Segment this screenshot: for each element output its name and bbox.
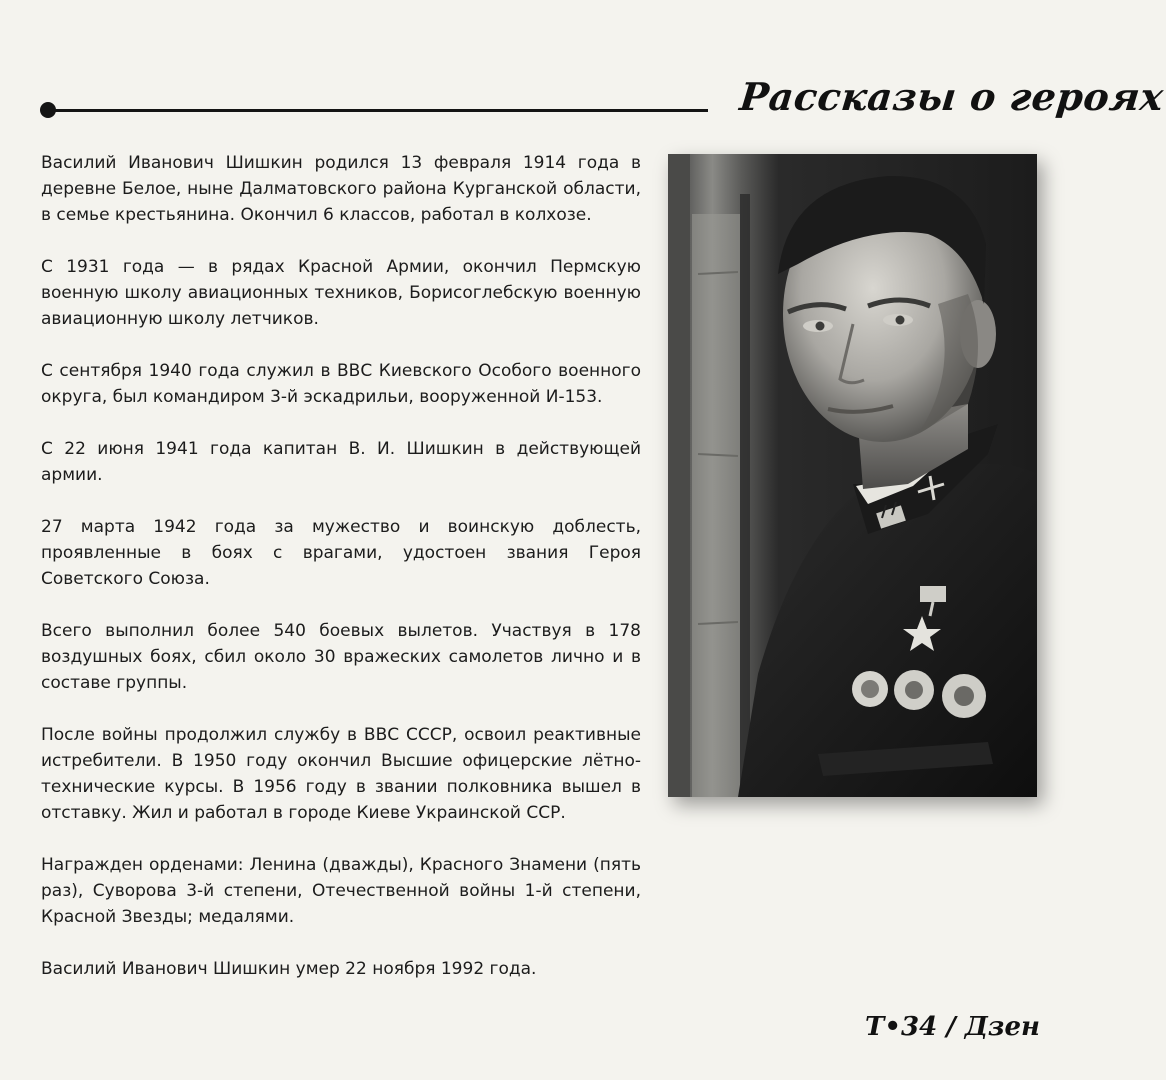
footer-brand: Т•34 / Дзен xyxy=(865,1012,1040,1042)
header-divider-line xyxy=(46,109,708,112)
bio-paragraph-4: С 22 июня 1941 года капитан В. И. Шишкин в действующей армии. xyxy=(41,439,641,485)
hero-portrait-photo xyxy=(668,154,1037,797)
bio-paragraph-3: С сентября 1940 года служил в ВВС Киевского Особого военного округа, был командиром 3-й эскадрильи, вооруженной И-153. xyxy=(41,361,641,407)
page-title: Рассказы о героях xyxy=(737,74,1166,119)
bio-paragraph-2: С 1931 года — в рядах Красной Армии, окончил Пермскую военную школу авиационных техников, Борисоглебскую военную авиационную школу летчиков. xyxy=(41,257,641,329)
bio-paragraph-1: Василий Иванович Шишкин родился 13 февраля 1914 года в деревне Белое, ныне Далматовского района Курганской области, в семье крестьянина. Окончил 6 классов, работал в колхозе. xyxy=(41,153,641,225)
bio-paragraph-8: Награжден орденами: Ленина (дважды), Красного Знамени (пять раз), Суворова 3-й степени, Отечественной войны 1-й степени, Красной Звезды; медалями. xyxy=(41,855,641,927)
bio-paragraph-9: Василий Иванович Шишкин умер 22 ноября 1992 года. xyxy=(41,959,537,979)
bio-paragraph-5: 27 марта 1942 года за мужество и воинскую доблесть, проявленные в боях с врагами, удостоен звания Героя Советского Союза. xyxy=(41,517,641,589)
bio-paragraph-6: Всего выполнил более 540 боевых вылетов. Участвуя в 178 воздушных боях, сбил около 30 вражеских самолетов лично и в составе группы. xyxy=(41,621,641,693)
biography-text xyxy=(41,150,641,1008)
bio-paragraph-7: После войны продолжил службу в ВВС СССР, освоил реактивные истребители. В 1950 году окончил Высшие офицерские лётно-технические курсы. В 1956 году в звании полковника вышел в отставку. Жил и работал в городе Киеве Украинской ССР. xyxy=(41,725,641,823)
